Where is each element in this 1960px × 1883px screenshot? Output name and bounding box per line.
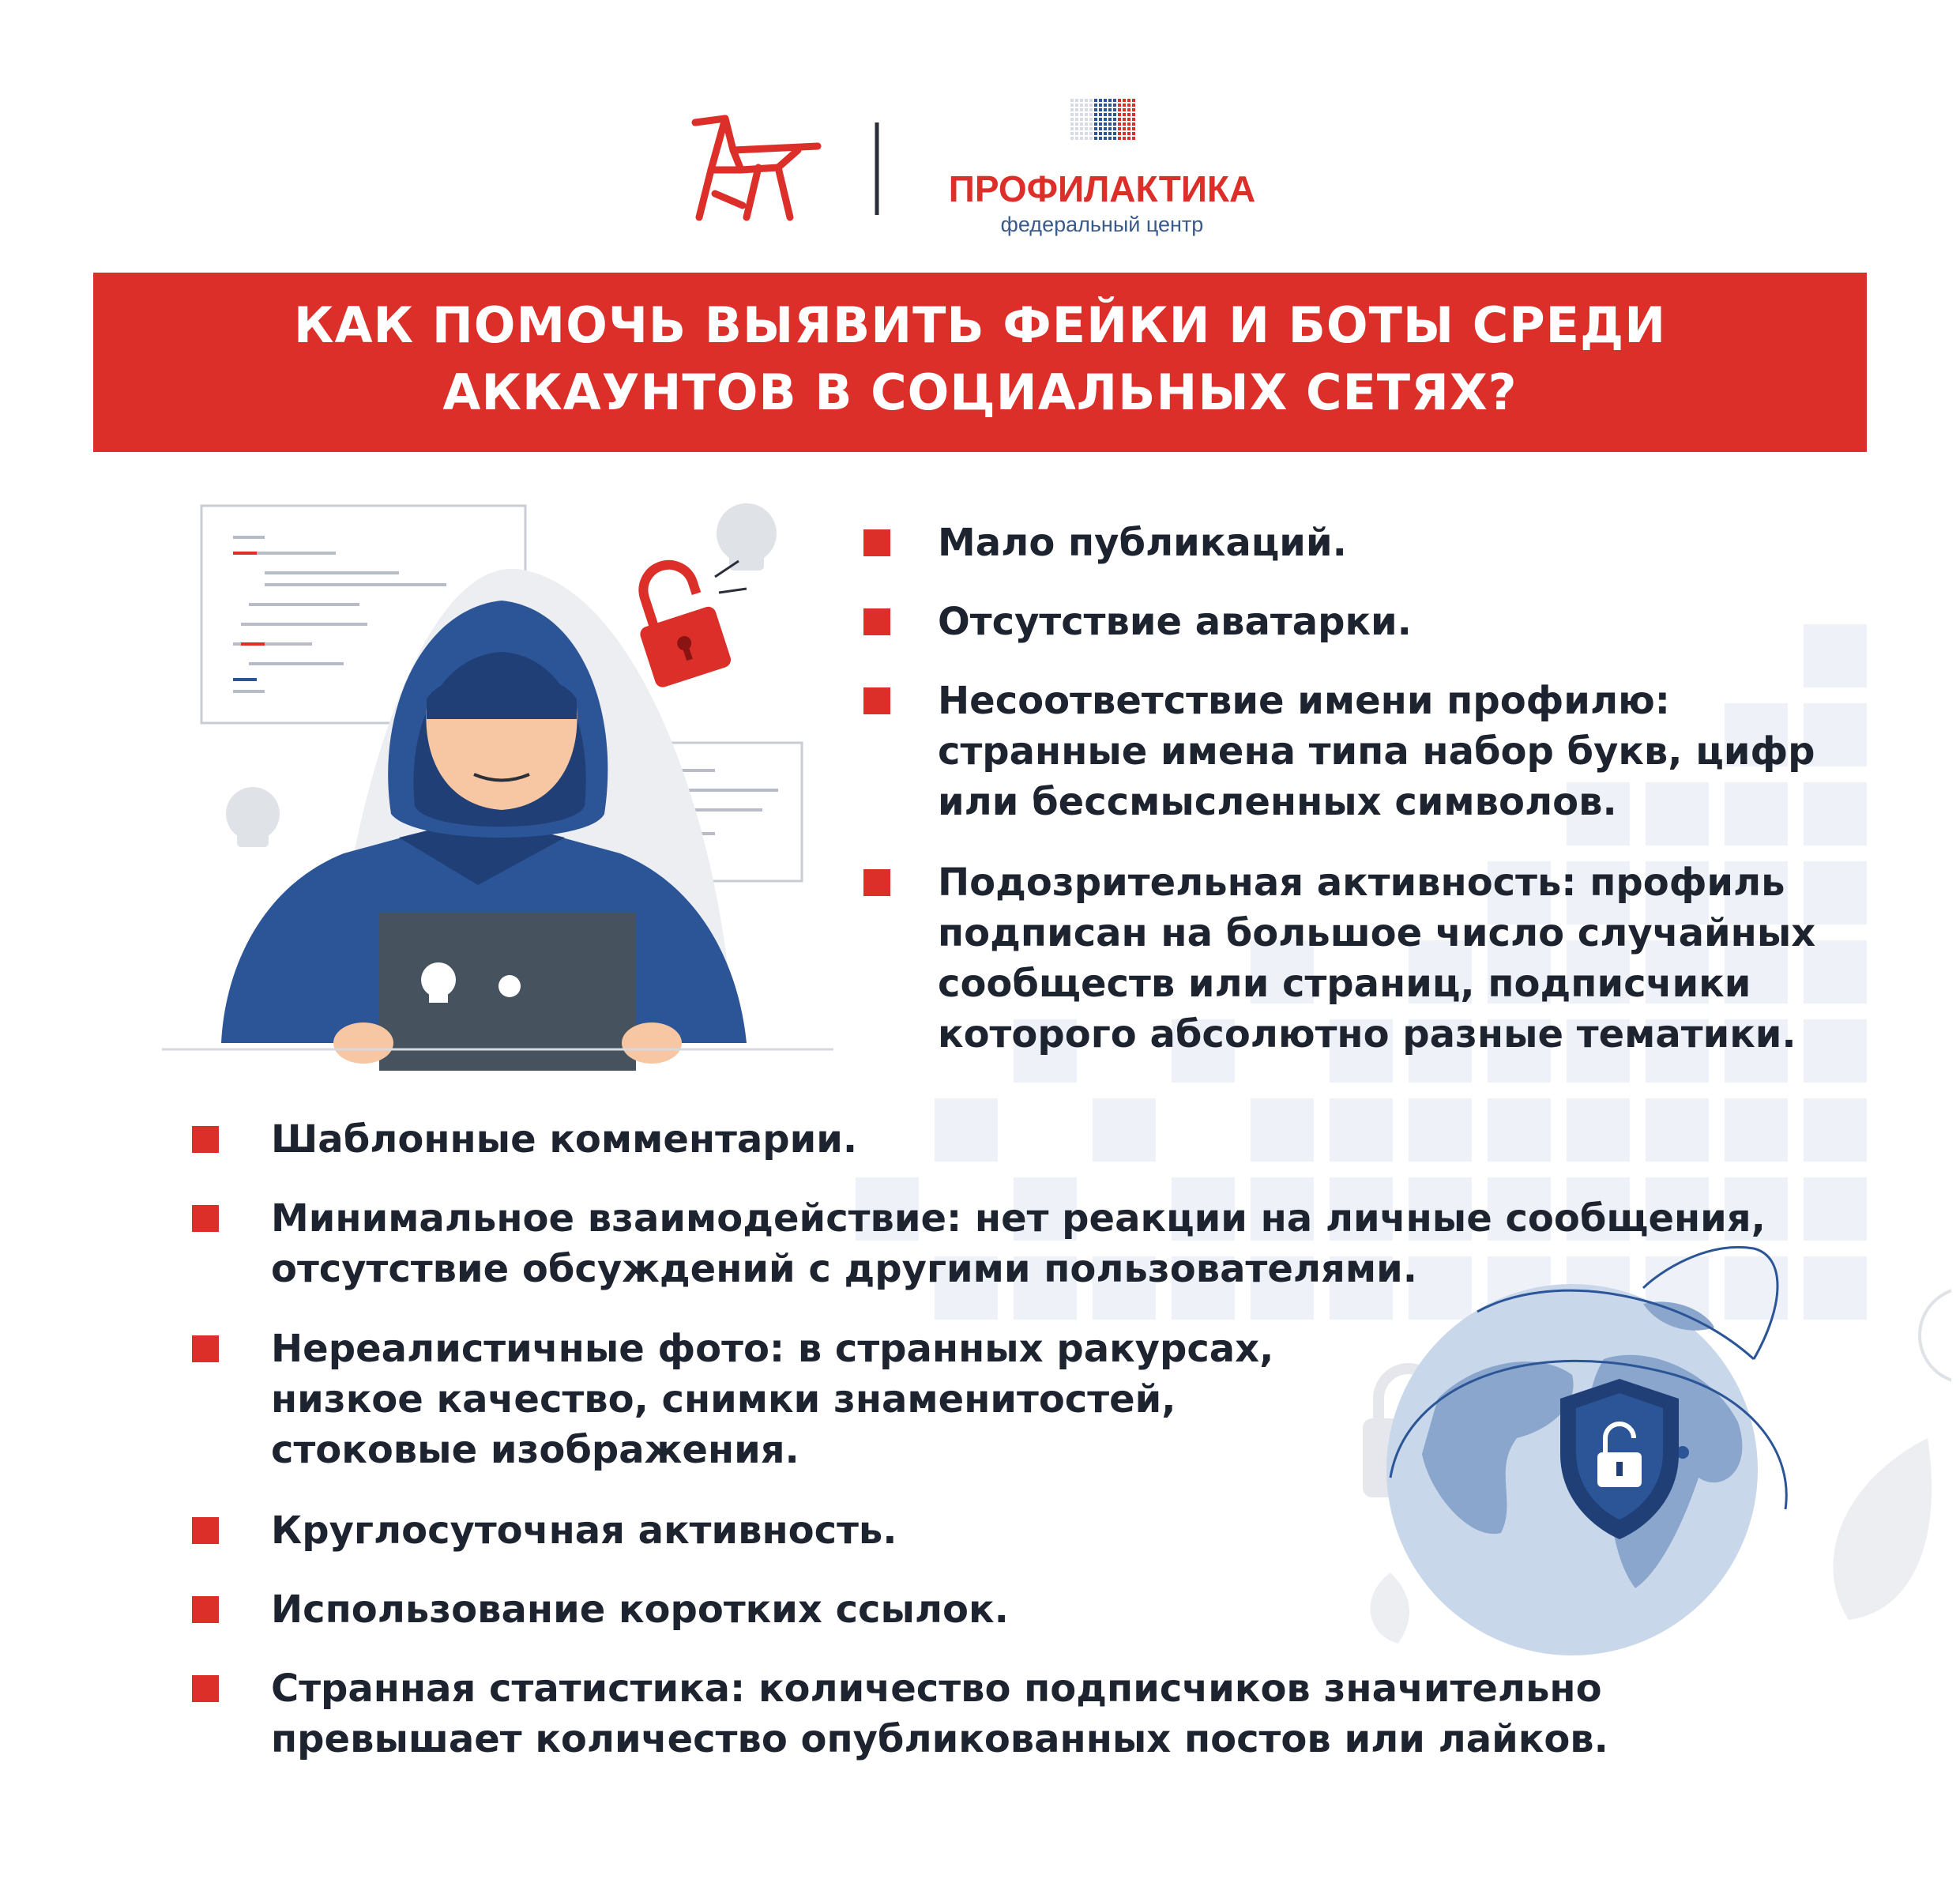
background-square: [1804, 1019, 1867, 1083]
logo-group: [0, 0, 1960, 269]
background-square: [1093, 1098, 1156, 1162]
header: [0, 0, 1960, 269]
list-item-text: Нереалистичные фото: в странных ракурсах,: [271, 1327, 1274, 1371]
background-square: [1804, 782, 1867, 845]
skull-icon: [717, 503, 777, 571]
logo-subtitle: федеральный центр: [1000, 213, 1204, 236]
title-banner: [93, 273, 1867, 452]
hacker-illustration: [162, 474, 833, 1075]
list-item-text: превышает количество опубликованных постов или лайков.: [271, 1717, 1608, 1761]
background-square: [1251, 1098, 1314, 1162]
bullet-marker: [192, 1596, 219, 1623]
logo-brand: ПРОФИЛАКТИКА: [948, 168, 1256, 209]
bullet-marker: [192, 1517, 219, 1544]
background-square: [1646, 1098, 1709, 1162]
list-item-text: Минимальное взаимодействие: нет реакции на личные сообщения,: [271, 1196, 1766, 1241]
list-item-text: странные имена типа набор букв, цифр: [938, 729, 1815, 774]
bullet-marker: [192, 1335, 219, 1362]
bullet-marker: [863, 529, 890, 556]
background-square: [1804, 1177, 1867, 1241]
list-item-text: Шаблонные комментарии.: [271, 1117, 858, 1162]
bullet-marker: [863, 869, 890, 896]
list-item-text: Круглосуточная активность.: [271, 1508, 897, 1553]
background-square: [1330, 1098, 1393, 1162]
background-square: [1804, 1098, 1867, 1162]
list-item-text: стоковые изображения.: [271, 1428, 799, 1472]
skull-icon: [226, 787, 280, 847]
list-item-text: Несоответствие имени профилю:: [938, 679, 1670, 723]
list-item-text: или бессмысленных символов.: [938, 780, 1617, 824]
flag-grid-icon: [1070, 99, 1135, 140]
bullet-marker: [192, 1675, 219, 1702]
title-line-1: КАК ПОМОЧЬ ВЫЯВИТЬ ФЕЙКИ И БОТЫ СРЕДИ: [293, 296, 1667, 354]
bullet-marker: [192, 1205, 219, 1232]
bullet-marker: [192, 1126, 219, 1153]
background-square: [935, 1098, 998, 1162]
background-square: [1725, 1098, 1788, 1162]
title-line-2: АККАУНТОВ В СОЦИАЛЬНЫХ СЕТЯХ?: [442, 363, 1518, 421]
list-item-text: Подозрительная активность: профиль: [938, 861, 1785, 905]
background-square: [1409, 1098, 1472, 1162]
background-square: [1646, 782, 1709, 845]
list-item-text: Мало публикаций.: [938, 521, 1347, 565]
list-item-text: Использование коротких ссылок.: [271, 1587, 1009, 1632]
list-item-text: Странная статистика: количество подписчиков значительно: [271, 1666, 1602, 1711]
logo-mark-icon: [695, 119, 818, 217]
list-item-text: подписан на большое число случайных: [938, 911, 1816, 955]
globe-icon: [1920, 1288, 1951, 1383]
laptop: [379, 913, 636, 1071]
bullet-marker: [863, 608, 890, 635]
list-item-text: Отсутствие аватарки.: [938, 600, 1412, 644]
bullet-marker: [863, 687, 890, 714]
list-item-text: которого абсолютно разные тематики.: [938, 1012, 1796, 1056]
background-square: [1488, 1098, 1551, 1162]
list-item-text: сообществ или страниц, подписчики: [938, 962, 1751, 1006]
list-item-text: отсутствие обсуждений с другими пользователями.: [271, 1247, 1417, 1291]
globe-illustration: [1343, 1241, 1951, 1683]
background-square: [1725, 782, 1788, 845]
list-item-text: низкое качество, снимки знаменитостей,: [271, 1377, 1176, 1422]
background-square: [1567, 1098, 1630, 1162]
background-square: [1804, 624, 1867, 687]
